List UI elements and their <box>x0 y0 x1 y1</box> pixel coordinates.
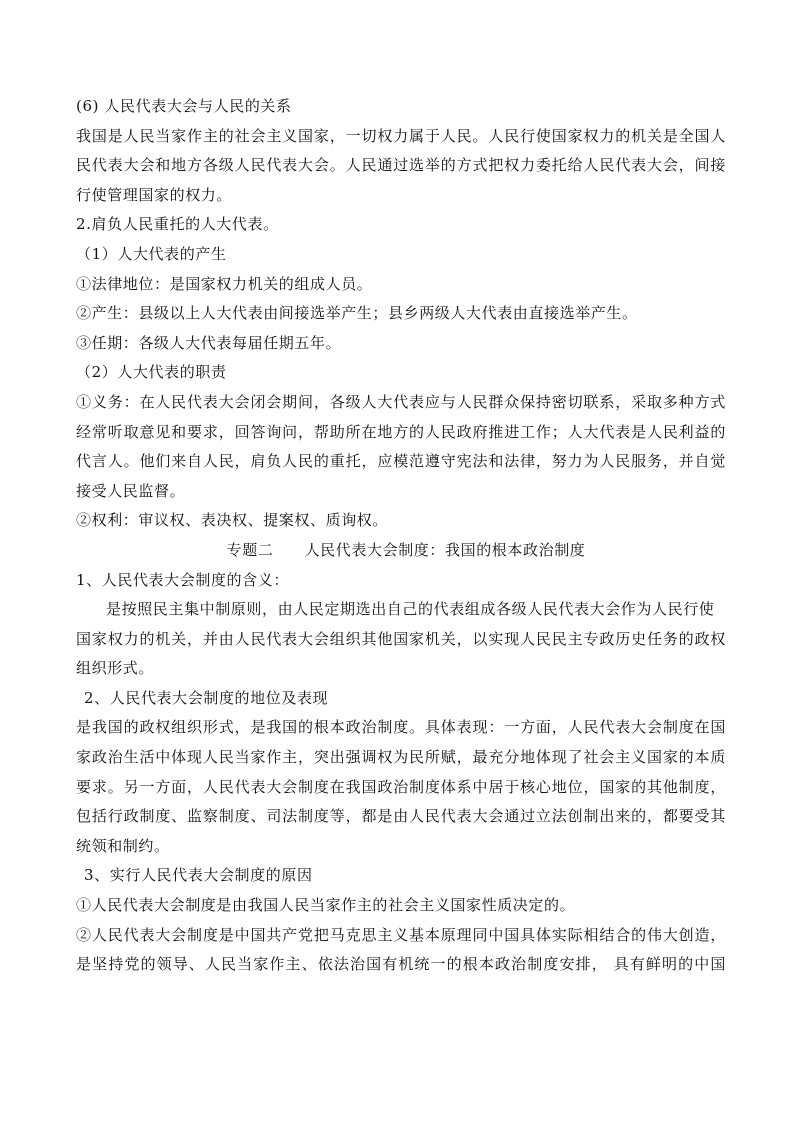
paragraph-line: 是按照民主集中制原则，由人民定期选出自己的代表组成各级人民代表大会作为人民行使 <box>106 600 715 619</box>
paragraph-line: 经常听取意见和要求，回答询问，帮助所在地方的人民政府推进工作；人大代表是人民利益的 <box>76 422 726 441</box>
paragraph-line: 国家权力的机关，并由人民代表大会组织其他国家机关，以实现人民民主专政历史任务的政权 <box>76 629 726 648</box>
list-item: ①义务：在人民代表大会闭会期间，各级人大代表应与人民群众保持密切联系，采取多种方式 <box>76 392 726 411</box>
paragraph-line: 要求。另一方面，人民代表大会制度在我国政治制度体系中居于核心地位，国家的其他制度， <box>76 777 726 796</box>
paragraph-line: 民代表大会和地方各级人民代表大会。人民通过选举的方式把权力委托给人民代表大会，间接 <box>76 156 726 175</box>
list-item: ③任期：各级人大代表每届任期五年。 <box>76 333 342 352</box>
paragraph-line: 是坚持党的领导、人民当家作主、依法治国有机统一的根本政治制度安排， 具有鲜明的中国 <box>76 955 726 974</box>
paragraph-line: 是我国的政权组织形式，是我国的根本政治制度。具体表现：一方面，人民代表大会制度在国 <box>76 718 726 737</box>
document-body <box>76 92 726 980</box>
list-item: ①人民代表大会制度是由我国人民当家作主的社会主义国家性质决定的。 <box>76 896 576 915</box>
topic-title: 专题二 人民代表大会制度：我国的根本政治制度 <box>226 540 586 559</box>
paragraph-line: 家政治生活中体现人民当家作主，突出强调权为民所赋，最充分地体现了社会主义国家的本质 <box>76 748 726 767</box>
section-heading: 2.肩负人民重托的人大代表。 <box>76 215 279 234</box>
paragraph-line: 行使管理国家的权力。 <box>76 185 233 204</box>
list-item: ②人民代表大会制度是中国共产党把马克思主义基本原理同中国具体实际相结合的伟大创造， <box>76 925 726 944</box>
paragraph-line: 代言人。他们来自人民，肩负人民的重托，应模范遵守宪法和法律，努力为人民服务，并自觉 <box>76 452 726 471</box>
list-item: ②产生：县级以上人大代表由间接选举产生；县乡两级人大代表由直接选举产生。 <box>76 304 638 323</box>
section-heading: 1、人民代表大会制度的含义： <box>76 570 289 589</box>
paragraph-line: 接受人民监督。 <box>76 481 186 500</box>
section-heading: (6) 人民代表大会与人民的关系 <box>76 97 292 115</box>
list-item: ②权利：审议权、表决权、提案权、质询权。 <box>76 511 389 530</box>
subsection-heading: （2）人大代表的职责 <box>76 363 227 382</box>
paragraph-line: 统领和制约。 <box>76 836 170 855</box>
list-item: ①法律地位：是国家权力机关的组成人员。 <box>76 274 373 293</box>
section-heading: 2、人民代表大会制度的地位及表现 <box>84 688 329 707</box>
section-heading: 3、实行人民代表大会制度的原因 <box>84 866 313 885</box>
subsection-heading: （1）人大代表的产生 <box>76 244 227 263</box>
paragraph-line: 组织形式。 <box>76 659 155 678</box>
paragraph-line: 我国是人民当家作主的社会主义国家，一切权力属于人民。人民行使国家权力的机关是全国人 <box>76 126 726 145</box>
paragraph-line: 包括行政制度、监察制度、司法制度等，都是由人民代表大会通过立法创制出来的，都要受其 <box>76 807 726 826</box>
